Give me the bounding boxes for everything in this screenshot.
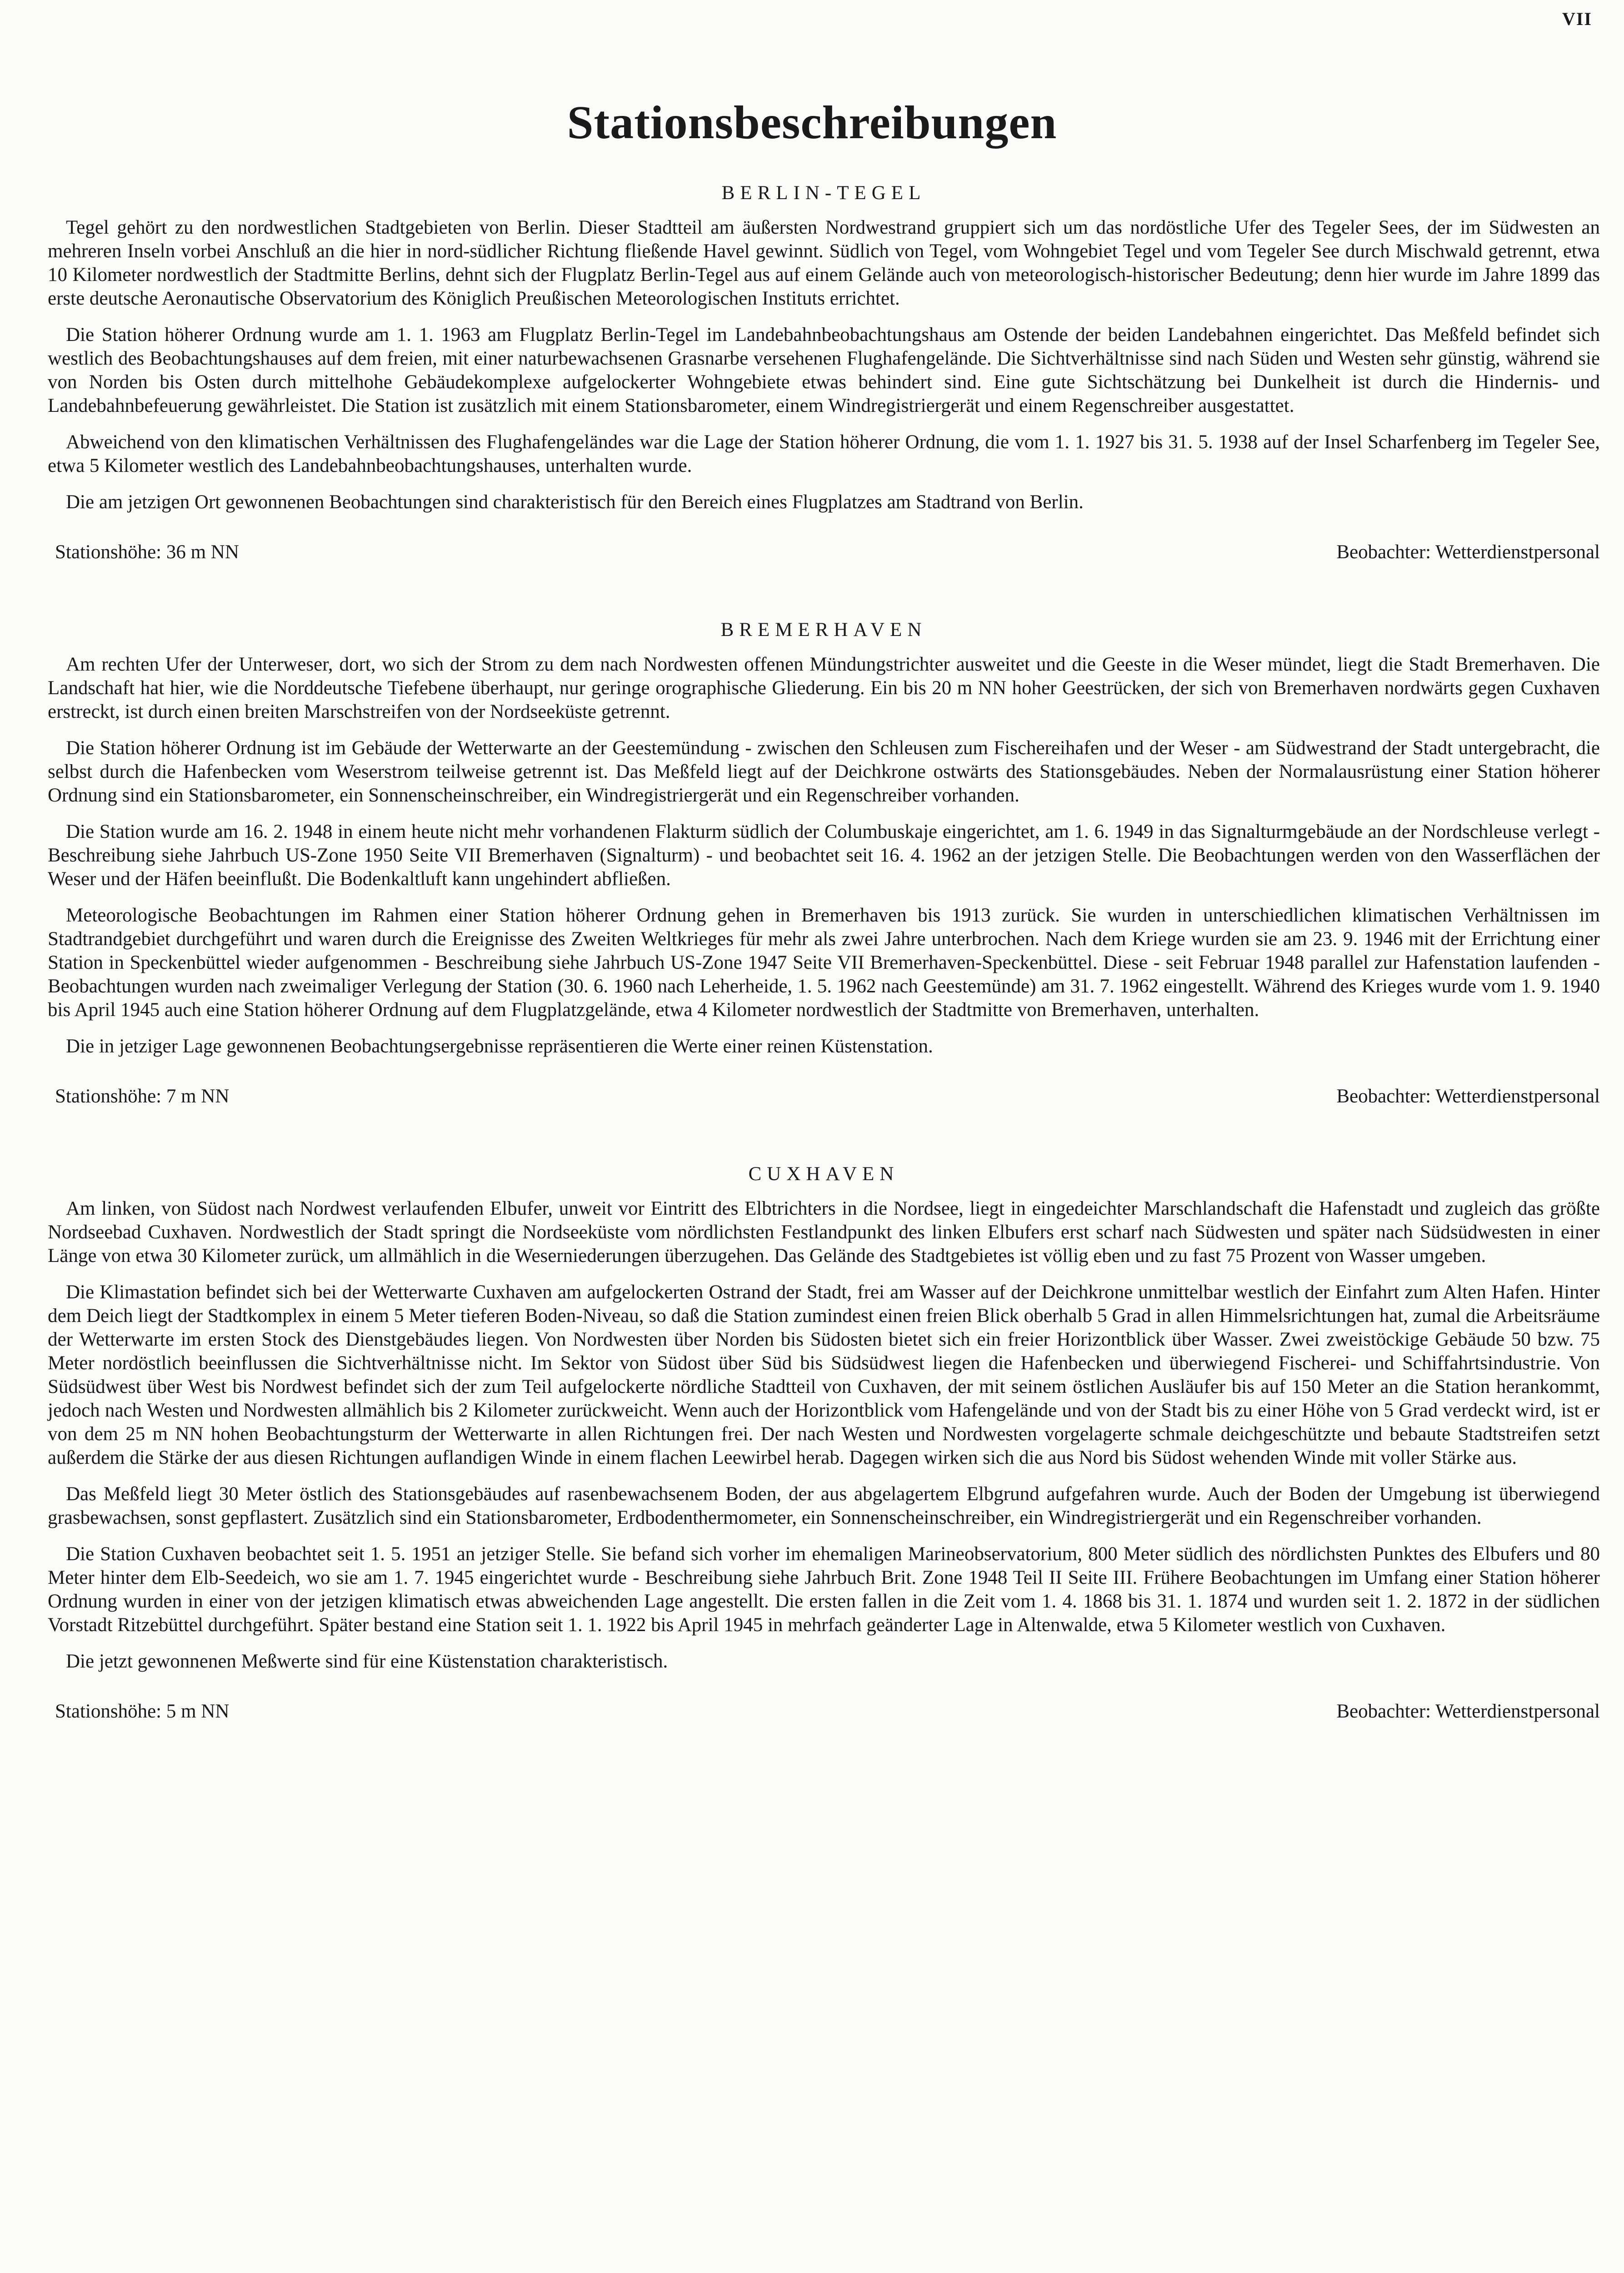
paragraph: Die jetzt gewonnenen Meßwerte sind für eine Küstenstation charakteristisch. — [66, 1651, 668, 1672]
paragraph: Die Klimastation befindet sich bei der Wetterwarte Cuxhaven am aufgelockerten Ostrand der Stadt, frei am Wasser auf der Deichkrone unmittelbar westlich der Einfahrt zum Alten Hafen. Hinter dem Deich liegt der Stadtkomplex in einem 5 Meter tieferen Boden-Niveau, so daß die Station zumindest einen freien Blick oberhalb 5 Grad in allen Himmelsrichtungen hat, zumal die Arbeitsräume der Wetterwarte im ersten Stock des Dienstgebäudes liegen. Von Nordwesten über Norden bis Südosten bietet sich ein freier Horizontblick über Wasser. Zwei zweistöckige Gebäude 50 bzw. 75 Meter nordöstlich beeinflussen die Sichtverhältnisse nicht. Im Sektor von Südost über Süd bis Südsüdwest liegen die Hafenbecken und überwiegend Fischerei- und Schiffahrtsindustrie. Von Südsüdwest über West bis Nordwest befindet sich der zum Teil aufgelockerte nördliche Stadtteil von Cuxhaven, der mit seinem östlichen Ausläufer bis auf 150 Meter an die Station herankommt, jedoch nach Westen und Nordwesten allmählich bis 2 Kilometer zurückweicht. Wenn auch der Horizontblick vom Hafengelände und von der Stadt bis zu einer Höhe von 5 Grad verdeckt wird, ist er von dem 25 m NN hohen Beobachtungsturm der Wetterwarte in allen Richtungen frei. Der nach Westen und Nordwesten vorgelagerte schmale deichgeschützte und bebaute Stadtstreifen setzt außerdem die Stärke der aus diesen Richtungen auflandigen Winde in einem flachen Leewirbel herab. Dagegen wirken sich die aus Nord bis Südost wehenden Winde mit voller Stärke aus. — [48, 1282, 1600, 1468]
station-heading: BREMERHAVEN — [720, 619, 927, 641]
paragraph: Tegel gehört zu den nordwestlichen Stadtgebieten von Berlin. Dieser Stadtteil am äußersten Nordwestrand gruppiert sich um das nordöstliche Ufer des Tegeler Sees, der im Südwesten an mehreren Inseln vorbei Anschluß an die hier in nord-südlicher Richtung fließende Havel gewinnt. Südlich von Tegel, vom Wohngebiet Tegel und vom Tegeler See durch Mischwald getrennt, etwa 10 Kilometer nordwestlich der Stadtmitte Berlins, dehnt sich der Flugplatz Berlin-Tegel aus auf einem Gelände auch von meteorologisch-historischer Bedeutung; denn hier wurde im Jahre 1899 das erste deutsche Aeronautische Observatorium des Königlich Preußischen Meteorologischen Instituts errichtet. — [48, 217, 1600, 309]
paragraph: Das Meßfeld liegt 30 Meter östlich des Stationsgebäudes auf rasenbewachsenem Boden, der aus abgelagertem Elbgrund aufgefahren wurde. Auch der Boden der Umgebung ist überwiegend grasbewachsen, sonst gepflastert. Zusätzlich sind ein Stationsbarometer, Erdbodenthermometer, ein Sonnenscheinschreiber, ein Windregistriergerät und ein Regenschreiber vorhanden. — [48, 1483, 1600, 1528]
station-cuxhaven — [48, 1163, 1600, 1723]
paragraph: Die Station höherer Ordnung wurde am 1. 1. 1963 am Flugplatz Berlin-Tegel im Landebahnbeobachtungshaus am Ostende der beiden Landebahnen eingerichtet. Das Meßfeld befindet sich westlich des Beobachtungshauses auf dem freien, mit einer naturbewachsenen Grasnarbe versehenen Flughafengelände. Die Sichtverhältnisse sind nach Süden und Westen sehr günstig, während sie von Norden bis Osten durch mittelhohe Gebäudekomplexe aufgelockerter Wohngebiete etwas behindert sind. Eine gute Sichtschätzung bei Dunkelheit ist durch die Hindernis- und Landebahnbefeuerung gewährleistet. Die Station ist zusätzlich mit einem Stationsbarometer, einem Windregistriergerät und einem Regenschreiber ausgestattet. — [48, 324, 1600, 416]
station-descriptions — [48, 182, 1600, 1723]
station-heading: BERLIN-TEGEL — [721, 182, 926, 204]
station-footer — [48, 1700, 1600, 1723]
paragraph: Am rechten Ufer der Unterweser, dort, wo sich der Strom zu dem nach Nordwesten offenen Mündungstrichter ausweitet und die Geeste in die Weser mündet, liegt die Stadt Bremerhaven. Die Landschaft hat hier, wie die Norddeutsche Tiefebene überhaupt, nur geringe orographische Gliederung. Ein bis 20 m NN hoher Geestrücken, der sich von Bremerhaven nordwärts gegen Cuxhaven erstreckt, ist durch einen breiten Marschstreifen von der Nordseeküste getrennt. — [48, 654, 1600, 722]
paragraph: Abweichend von den klimatischen Verhältnissen des Flughafengeländes war die Lage der Station höherer Ordnung, die vom 1. 1. 1927 bis 31. 5. 1938 auf der Insel Scharfenberg im Tegeler See, etwa 5 Kilometer westlich des Landebahnbeobachtungshauses, unterhalten wurde. — [48, 431, 1600, 476]
station-observer: Beobachter: Wetterdienstpersonal — [1336, 1701, 1600, 1722]
station-bremerhaven — [48, 619, 1600, 1108]
station-height: Stationshöhe: 36 m NN — [55, 541, 239, 563]
station-observer: Beobachter: Wetterdienstpersonal — [1336, 541, 1600, 563]
paragraph: Die Station Cuxhaven beobachtet seit 1. 5. 1951 an jetziger Stelle. Sie befand sich vorher im ehemaligen Marineobservatorium, 800 Meter südlich des nördlichsten Punktes des Elbufers und 80 Meter hinter dem Elb-Seedeich, wo sie am 1. 7. 1945 eingerichtet wurde - Beschreibung siehe Jahrbuch Brit. Zone 1948 Teil II Seite III. Frühere Beobachtungen im Umfang einer Station höherer Ordnung wurden in einer von der jetzigen klimatisch etwas abweichenden Lage angestellt. Die ersten fallen in die Zeit vom 1. 4. 1868 bis 31. 1. 1874 und wurden seit 1. 2. 1872 in der südlichen Vorstadt Ritzebüttel durchgeführt. Später bestand eine Station seit 1. 1. 1922 bis April 1945 in mehrfach geänderter Lage in Altenwalde, etwa 5 Kilometer westlich von Cuxhaven. — [48, 1543, 1600, 1636]
paragraph: Die Station wurde am 16. 2. 1948 in einem heute nicht mehr vorhandenen Flakturm südlich der Columbuskaje eingerichtet, am 1. 6. 1949 in das Signalturmgebäude an der Nordschleuse verlegt - Beschreibung siehe Jahrbuch US-Zone 1950 Seite VII Bremerhaven (Signalturm) - und beobachtet seit 16. 4. 1962 an der jetzigen Stelle. Die Beobachtungen werden von den Wasserflächen der Weser und der Häfen beeinflußt. Die Bodenkaltluft kann ungehindert abfließen. — [48, 821, 1600, 890]
paragraph: Am linken, von Südost nach Nordwest verlaufenden Elbufer, unweit vor Eintritt des Elbtrichters in die Nordsee, liegt in eingedeichter Marschlandschaft die Hafenstadt und zugleich das größte Nordseebad Cuxhaven. Nordwestlich der Stadt springt die Nordseeküste vom nördlichsten Festlandpunkt des linken Elbufers erst scharf nach Südwesten und später nach Südsüdwesten in einer Länge von etwa 30 Kilometer zurück, um allmählich in die Weserniederungen überzugehen. Das Gelände des Stadtgebietes ist völlig eben und zu fast 75 Prozent von Wasser umgeben. — [48, 1198, 1600, 1267]
paragraph: Meteorologische Beobachtungen im Rahmen einer Station höherer Ordnung gehen in Bremerhaven bis 1913 zurück. Sie wurden in unterschiedlichen klimatischen Verhältnissen im Stadtrandgebiet durchgeführt und waren durch die Ereignisse des Zweiten Weltkrieges für mehr als zwei Jahre unterbrochen. Nach dem Kriege wurden sie am 23. 9. 1946 mit der Errichtung einer Station in Speckenbüttel wieder aufgenommen - Beschreibung siehe Jahrbuch US-Zone 1947 Seite VII Bremerhaven-Speckenbüttel. Diese - seit Februar 1948 parallel zur Hafenstation laufenden - Beobachtungen wurden nach zweimaliger Verlegung der Station (30. 6. 1960 nach Leherheide, 1. 5. 1962 nach Geestemünde) am 31. 7. 1962 eingestellt. Während des Krieges wurde vom 1. 9. 1940 bis April 1945 auch eine Station höherer Ordnung auf dem Flugplatzgelände, etwa 4 Kilometer nordwestlich der Stadtmitte von Bremerhaven, unterhalten. — [48, 905, 1600, 1021]
page-number: VII — [1562, 9, 1592, 29]
station-height: Stationshöhe: 7 m NN — [55, 1086, 230, 1107]
paragraph: Die am jetzigen Ort gewonnenen Beobachtungen sind charakteristisch für den Bereich eines Flugplatzes am Stadtrand von Berlin. — [66, 491, 1084, 513]
station-berlin-tegel — [48, 182, 1600, 564]
station-footer — [48, 541, 1600, 564]
page-title: Stationsbeschreibungen — [567, 96, 1057, 149]
station-heading: CUXHAVEN — [748, 1163, 899, 1185]
paragraph: Die in jetziger Lage gewonnenen Beobachtungsergebnisse repräsentieren die Werte einer reinen Küstenstation. — [66, 1036, 933, 1057]
station-footer — [48, 1085, 1600, 1108]
station-observer: Beobachter: Wetterdienstpersonal — [1336, 1086, 1600, 1107]
paragraph: Die Station höherer Ordnung ist im Gebäude der Wetterwarte an der Geestemündung - zwischen den Schleusen zum Fischereihafen und der Weser - am Südwestrand der Stadt untergebracht, die selbst durch die Hafenbecken vom Weserstrom teilweise getrennt ist. Das Meßfeld liegt auf der Deichkrone ostwärts des Stationsgebäudes. Neben der Normalausrüstung einer Station höherer Ordnung sind ein Stationsbarometer, ein Sonnenscheinschreiber, ein Windregistriergerät und ein Regenschreiber vorhanden. — [48, 737, 1600, 806]
station-height: Stationshöhe: 5 m NN — [55, 1701, 230, 1722]
